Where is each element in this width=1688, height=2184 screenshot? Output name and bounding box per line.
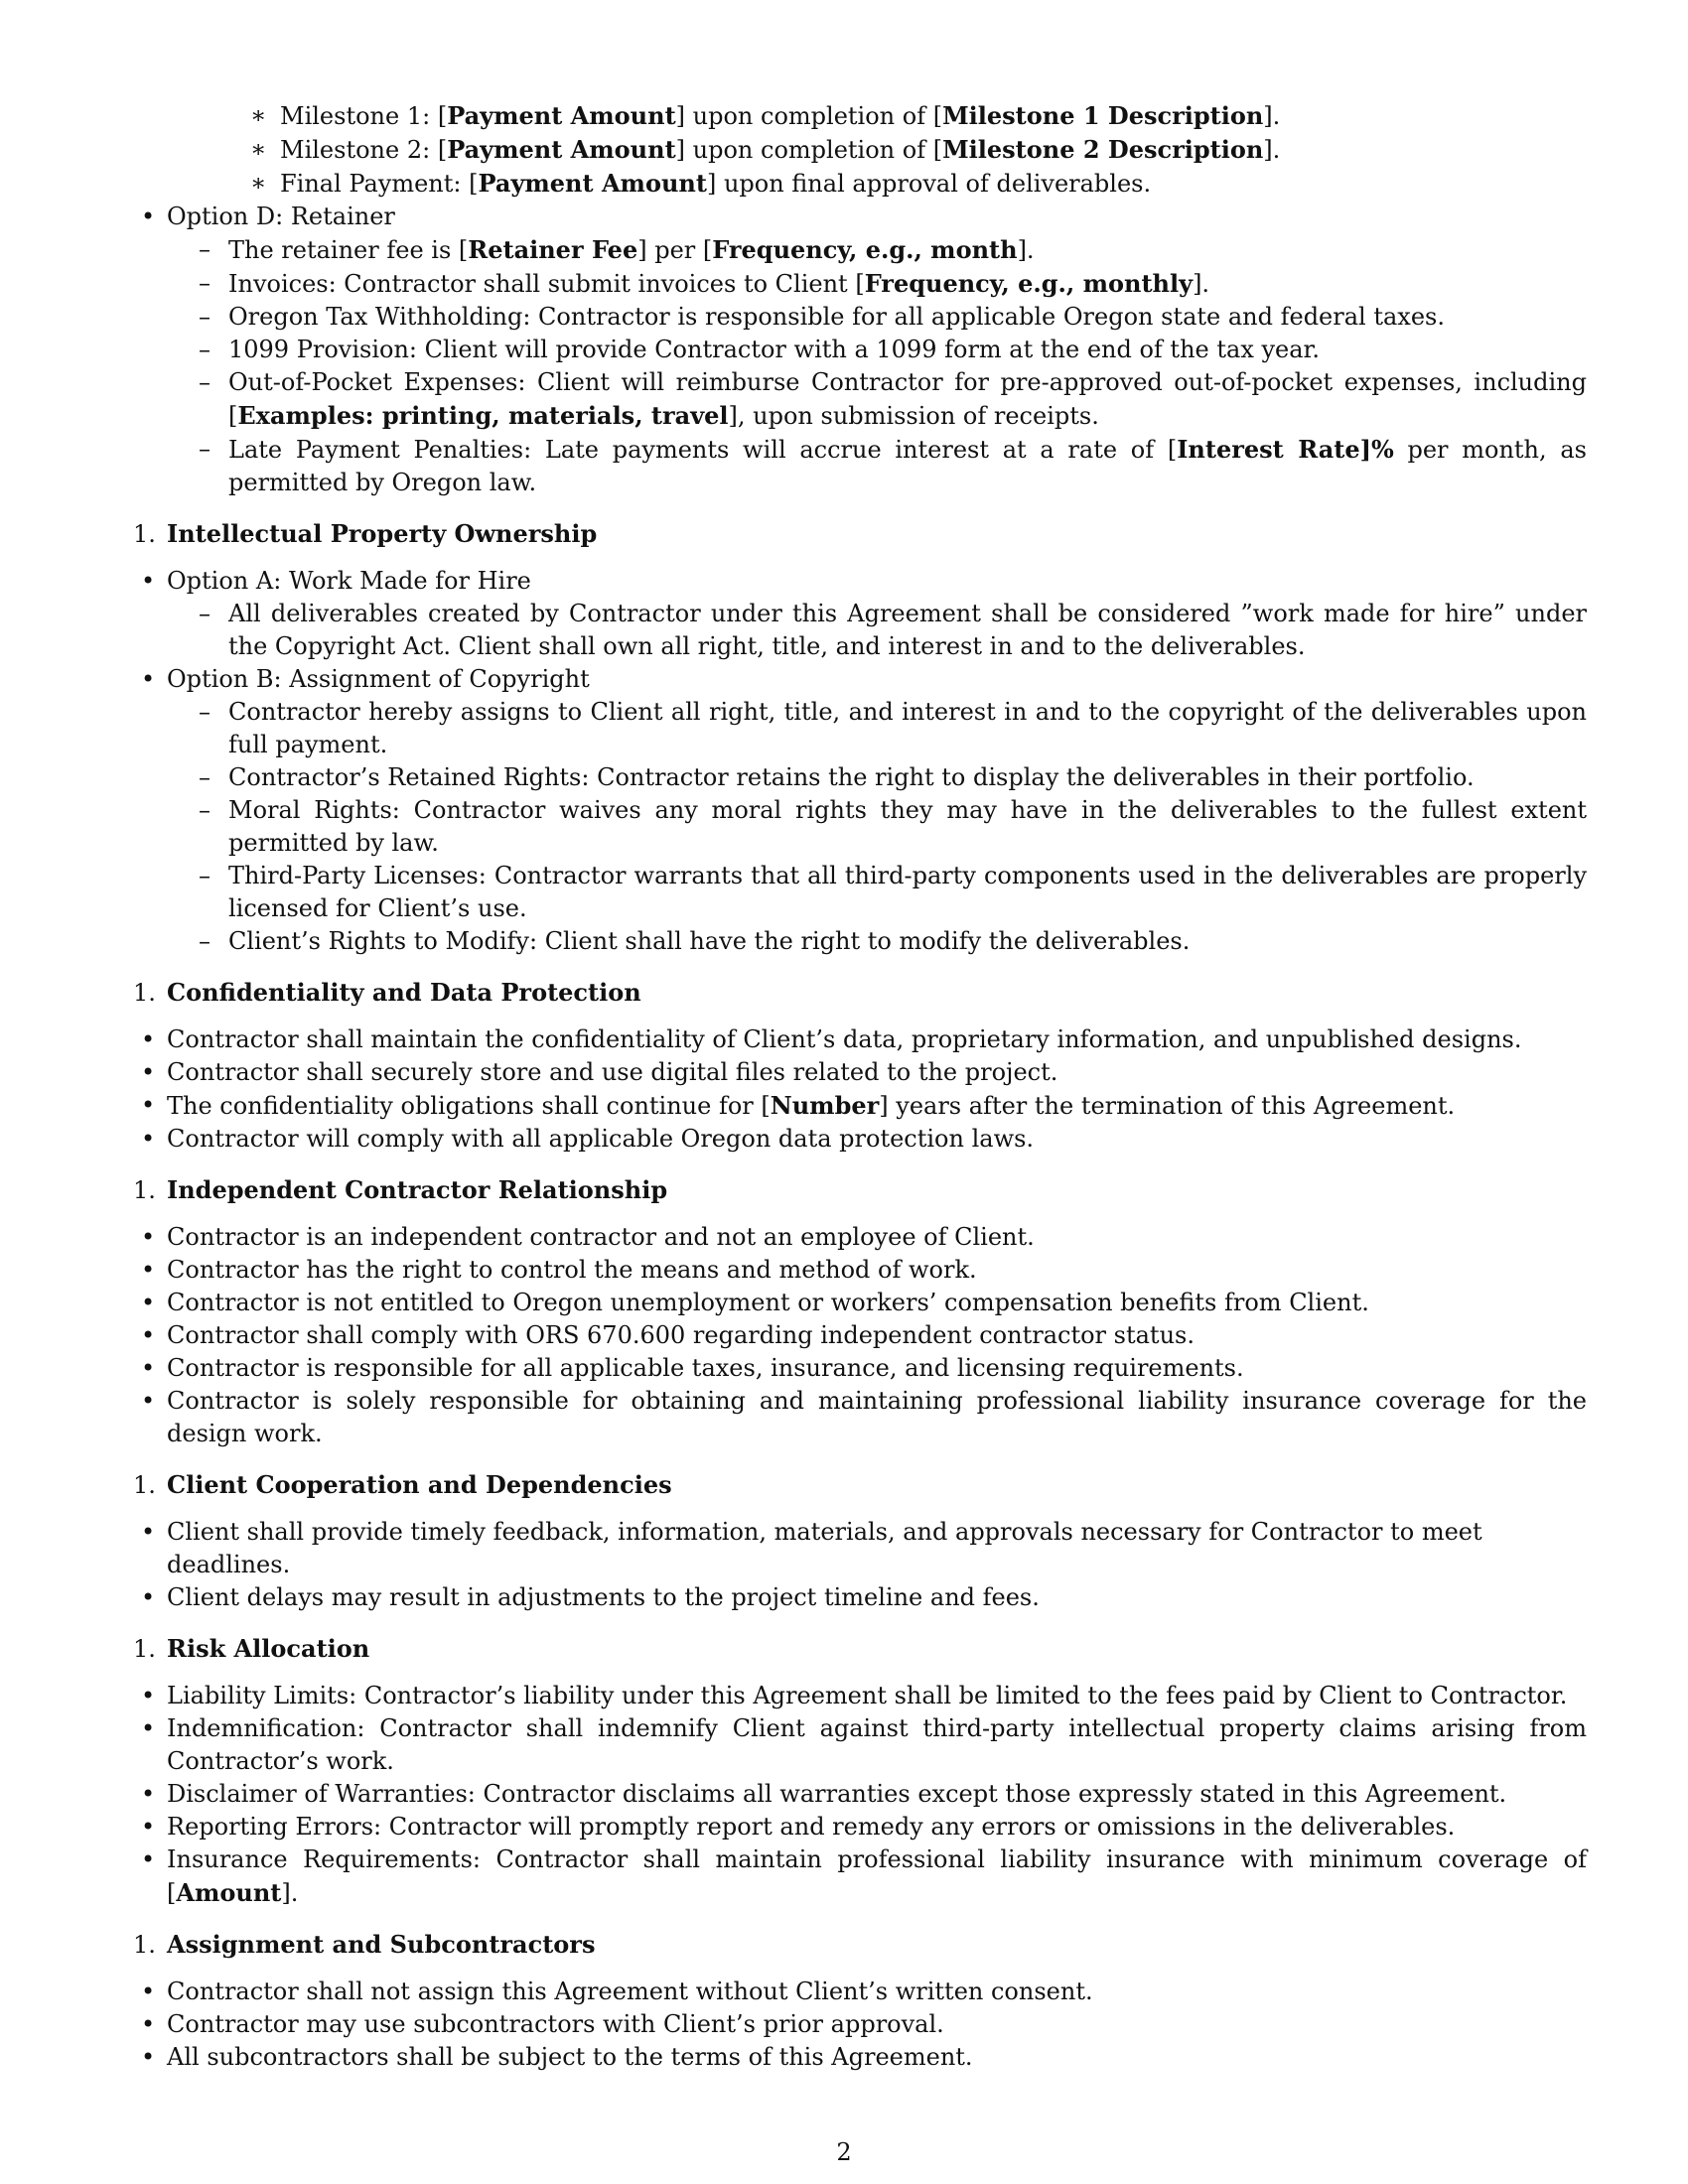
list-item: • Reporting Errors: Contractor will promptly report and remedy any errors or omissions in the deliverables.	[141, 1813, 1456, 1841]
list-item: • Client shall provide timely feedback, information, materials, and approvals necessary for Contractor to meet deadlines.	[141, 1518, 1482, 1578]
section-heading: 1. Independent Contractor Relationship	[133, 1175, 668, 1204]
list-item: • Indemnification: Contractor shall indemnify Client against third-party intellectual property claims arising from Contractor’s work.	[141, 1714, 1587, 1775]
milestone-item: ∗ Milestone 2: [Payment Amount] upon completion of [Milestone 2 Description].	[250, 135, 1281, 164]
list-item: • Contractor may use subcontractors with Client’s prior approval.	[141, 2010, 944, 2038]
retainer-tax-item: – Oregon Tax Withholding: Contractor is responsible for all applicable Oregon state and federal taxes.	[199, 303, 1445, 331]
milestone-item: ∗ Final Payment: [Payment Amount] upon final approval of deliverables.	[250, 169, 1152, 198]
list-item: • Insurance Requirements: Contractor shall maintain professional liability insurance with minimum coverage of [Amount].	[141, 1845, 1587, 1907]
section-heading: 1. Assignment and Subcontractors	[133, 1930, 596, 1959]
ip-option-b-item: – Client’s Rights to Modify: Client shall have the right to modify the deliverables.	[199, 927, 1191, 955]
list-item: • Contractor is responsible for all applicable taxes, insurance, and licensing requirements.	[141, 1354, 1244, 1382]
list-item: • Client delays may result in adjustments to the project timeline and fees.	[141, 1583, 1040, 1611]
list-item: • Contractor is not entitled to Oregon unemployment or workers’ compensation benefits from Client.	[141, 1289, 1369, 1316]
list-item: • Contractor shall comply with ORS 670.600 regarding independent contractor status.	[141, 1321, 1195, 1349]
ip-option-b-item: – Moral Rights: Contractor waives any moral rights they may have in the deliverables to the fullest extent permitted by law.	[199, 796, 1587, 857]
list-item: • The confidentiality obligations shall continue for [Number] years after the termination of this Agreement.	[141, 1091, 1456, 1120]
list-item: • Contractor shall securely store and use digital files related to the project.	[141, 1058, 1058, 1086]
ip-option-a-item: – All deliverables created by Contractor under this Agreement shall be considered ”work made for hire” under the Copyright Act. Client shall own all right, title, and interest in and to the deliverables.	[199, 600, 1587, 660]
ip-option-b-item: – Contractor hereby assigns to Client all right, title, and interest in and to the copyright of the deliverables upon full payment.	[199, 698, 1587, 758]
page-number: 2	[836, 2138, 852, 2166]
section-heading: 1. Confidentiality and Data Protection	[133, 978, 641, 1007]
retainer-late-item: – Late Payment Penalties: Late payments will accrue interest at a rate of [Interest Rate]% per month, as permitted by Oregon law.	[199, 435, 1587, 496]
retainer-1099-item: – 1099 Provision: Client will provide Contractor with a 1099 form at the end of the tax year.	[199, 336, 1321, 363]
ip-option-b-item: – Contractor’s Retained Rights: Contractor retains the right to display the deliverables in their portfolio.	[199, 763, 1475, 791]
list-item: • Contractor shall not assign this Agreement without Client’s written consent.	[141, 1978, 1093, 2005]
list-item: • Disclaimer of Warranties: Contractor disclaims all warranties except those expressly stated in this Agreement.	[141, 1780, 1507, 1808]
list-item: • Contractor will comply with all applicable Oregon data protection laws.	[141, 1125, 1035, 1153]
option-d-retainer: • Option D: Retainer	[141, 203, 395, 230]
retainer-expenses-item: – Out-of-Pocket Expenses: Client will reimburse Contractor for pre-approved out-of-pocket expenses, including [Examples: printing, materials, travel], upon submission of receipts.	[199, 368, 1587, 430]
section-heading: 1. Intellectual Property Ownership	[133, 519, 598, 548]
section-heading: 1. Client Cooperation and Dependencies	[133, 1470, 672, 1499]
milestone-item: ∗ Milestone 1: [Payment Amount] upon completion of [Milestone 1 Description].	[250, 101, 1281, 130]
ip-option-b: • Option B: Assignment of Copyright	[141, 665, 590, 693]
ip-option-a: • Option A: Work Made for Hire	[141, 567, 531, 595]
list-item: • Liability Limits: Contractor’s liability under this Agreement shall be limited to the fees paid by Client to Contractor.	[141, 1682, 1568, 1709]
list-item: • Contractor is solely responsible for obtaining and maintaining professional liability insurance coverage for the design work.	[141, 1387, 1587, 1447]
document-page	[133, 99, 1587, 2074]
retainer-fee-item: – The retainer fee is [Retainer Fee] per [Frequency, e.g., month].	[199, 235, 1035, 264]
section-heading: 1. Risk Allocation	[133, 1634, 370, 1663]
list-item: • Contractor is an independent contractor and not an employee of Client.	[141, 1223, 1035, 1251]
list-item: • Contractor has the right to control the means and method of work.	[141, 1256, 977, 1284]
retainer-invoices-item: – Invoices: Contractor shall submit invoices to Client [Frequency, e.g., monthly].	[199, 269, 1210, 298]
list-item: • All subcontractors shall be subject to the terms of this Agreement.	[141, 2043, 973, 2071]
list-item: • Contractor shall maintain the confidentiality of Client’s data, proprietary information, and unpublished designs.	[141, 1025, 1522, 1053]
ip-option-b-item: – Third-Party Licenses: Contractor warrants that all third-party components used in the deliverables are properly licensed for Client’s use.	[199, 862, 1587, 922]
